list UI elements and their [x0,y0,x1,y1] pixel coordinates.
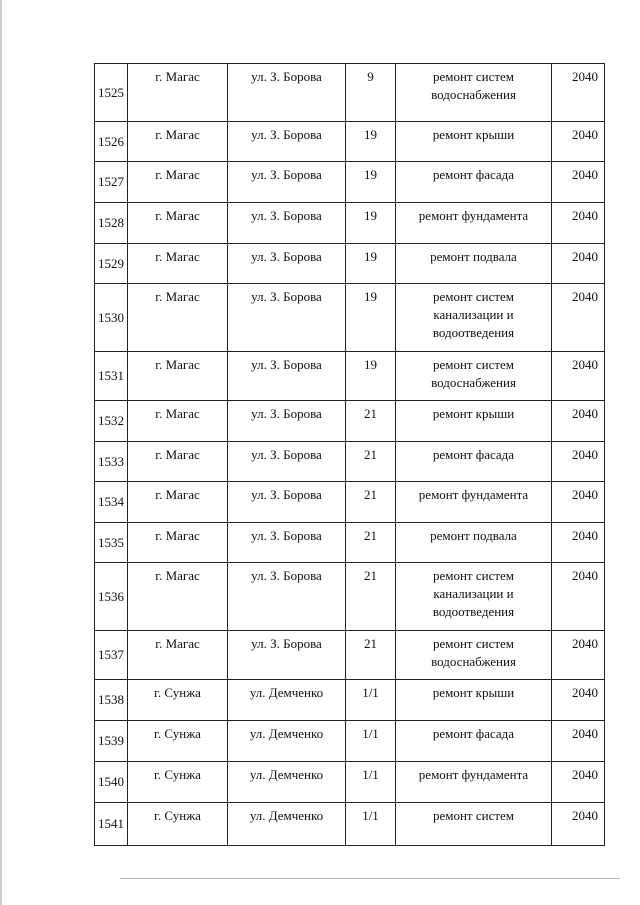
year-cell: 2040 [552,401,605,442]
street-cell: ул. З. Борова [228,64,346,122]
table-row [95,401,605,442]
house-number-cell: 19 [346,162,396,203]
year-cell: 2040 [552,482,605,523]
house-number-cell: 21 [346,442,396,482]
row-number: 1527 [95,162,128,203]
street-cell: ул. Демченко [228,762,346,803]
street-cell: ул. З. Борова [228,203,346,244]
work-type-cell: ремонт крыши [396,122,552,162]
house-number-cell: 21 [346,482,396,523]
city-cell: г. Магас [128,203,228,244]
row-number: 1532 [95,401,128,442]
table-row [95,64,605,122]
house-number-cell: 19 [346,284,396,352]
house-number-cell: 19 [346,122,396,162]
work-type-cell: ремонт систем [396,803,552,846]
work-type-cell: ремонт крыши [396,680,552,721]
house-number-cell: 1/1 [346,680,396,721]
table-row [95,523,605,563]
city-cell: г. Магас [128,162,228,203]
street-cell: ул. З. Борова [228,162,346,203]
work-type-cell: ремонт фундамента [396,482,552,523]
house-number-cell: 21 [346,563,396,631]
city-cell: г. Магас [128,244,228,284]
work-type-cell: ремонт подвала [396,244,552,284]
table-row [95,631,605,680]
work-type-cell: ремонт фундамента [396,762,552,803]
street-cell: ул. З. Борова [228,631,346,680]
year-cell: 2040 [552,680,605,721]
row-number: 1540 [95,762,128,803]
row-number: 1529 [95,244,128,284]
city-cell: г. Магас [128,122,228,162]
year-cell: 2040 [552,523,605,563]
work-type-cell: ремонт систем водоснабжения [396,631,552,680]
table-row [95,680,605,721]
city-cell: г. Сунжа [128,680,228,721]
work-type-cell: ремонт систем канализации и водоотведения [396,284,552,352]
work-type-cell: ремонт систем водоснабжения [396,352,552,401]
table-row [95,284,605,352]
table-row [95,803,605,846]
street-cell: ул. З. Борова [228,122,346,162]
table-row [95,563,605,631]
city-cell: г. Сунжа [128,762,228,803]
work-type-cell: ремонт систем водоснабжения [396,64,552,122]
year-cell: 2040 [552,803,605,846]
row-number: 1525 [95,64,128,122]
repair-schedule-table [94,63,605,846]
year-cell: 2040 [552,244,605,284]
year-cell: 2040 [552,631,605,680]
work-type-cell: ремонт фасада [396,721,552,762]
house-number-cell: 9 [346,64,396,122]
street-cell: ул. Демченко [228,680,346,721]
street-cell: ул. З. Борова [228,352,346,401]
street-cell: ул. З. Борова [228,401,346,442]
year-cell: 2040 [552,162,605,203]
table-row [95,762,605,803]
row-number: 1535 [95,523,128,563]
house-number-cell: 21 [346,631,396,680]
house-number-cell: 1/1 [346,721,396,762]
work-type-cell: ремонт фасада [396,442,552,482]
row-number: 1534 [95,482,128,523]
year-cell: 2040 [552,563,605,631]
year-cell: 2040 [552,442,605,482]
street-cell: ул. З. Борова [228,563,346,631]
work-type-cell: ремонт крыши [396,401,552,442]
city-cell: г. Магас [128,563,228,631]
year-cell: 2040 [552,284,605,352]
city-cell: г. Магас [128,64,228,122]
city-cell: г. Магас [128,401,228,442]
city-cell: г. Магас [128,631,228,680]
house-number-cell: 19 [346,203,396,244]
street-cell: ул. З. Борова [228,523,346,563]
work-type-cell: ремонт фундамента [396,203,552,244]
row-number: 1538 [95,680,128,721]
year-cell: 2040 [552,352,605,401]
city-cell: г. Магас [128,482,228,523]
table-row [95,162,605,203]
house-number-cell: 19 [346,244,396,284]
house-number-cell: 1/1 [346,803,396,846]
table-row [95,721,605,762]
row-number: 1536 [95,563,128,631]
row-number: 1528 [95,203,128,244]
table-row [95,442,605,482]
year-cell: 2040 [552,762,605,803]
row-number: 1539 [95,721,128,762]
street-cell: ул. З. Борова [228,442,346,482]
work-type-cell: ремонт фасада [396,162,552,203]
table-row [95,244,605,284]
row-number: 1541 [95,803,128,846]
street-cell: ул. З. Борова [228,482,346,523]
city-cell: г. Магас [128,442,228,482]
city-cell: г. Магас [128,352,228,401]
street-cell: ул. З. Борова [228,284,346,352]
row-number: 1531 [95,352,128,401]
row-number: 1530 [95,284,128,352]
house-number-cell: 19 [346,352,396,401]
table-row [95,122,605,162]
city-cell: г. Магас [128,523,228,563]
year-cell: 2040 [552,64,605,122]
street-cell: ул. З. Борова [228,244,346,284]
city-cell: г. Сунжа [128,803,228,846]
row-number: 1533 [95,442,128,482]
city-cell: г. Сунжа [128,721,228,762]
table-row [95,482,605,523]
page-edge-line [0,0,2,905]
work-type-cell: ремонт систем канализации и водоотведения [396,563,552,631]
house-number-cell: 21 [346,401,396,442]
year-cell: 2040 [552,122,605,162]
table-row [95,203,605,244]
city-cell: г. Магас [128,284,228,352]
table-row [95,352,605,401]
street-cell: ул. Демченко [228,803,346,846]
year-cell: 2040 [552,203,605,244]
page-bottom-rule [120,878,620,879]
house-number-cell: 1/1 [346,762,396,803]
year-cell: 2040 [552,721,605,762]
street-cell: ул. Демченко [228,721,346,762]
house-number-cell: 21 [346,523,396,563]
row-number: 1526 [95,122,128,162]
work-type-cell: ремонт подвала [396,523,552,563]
row-number: 1537 [95,631,128,680]
